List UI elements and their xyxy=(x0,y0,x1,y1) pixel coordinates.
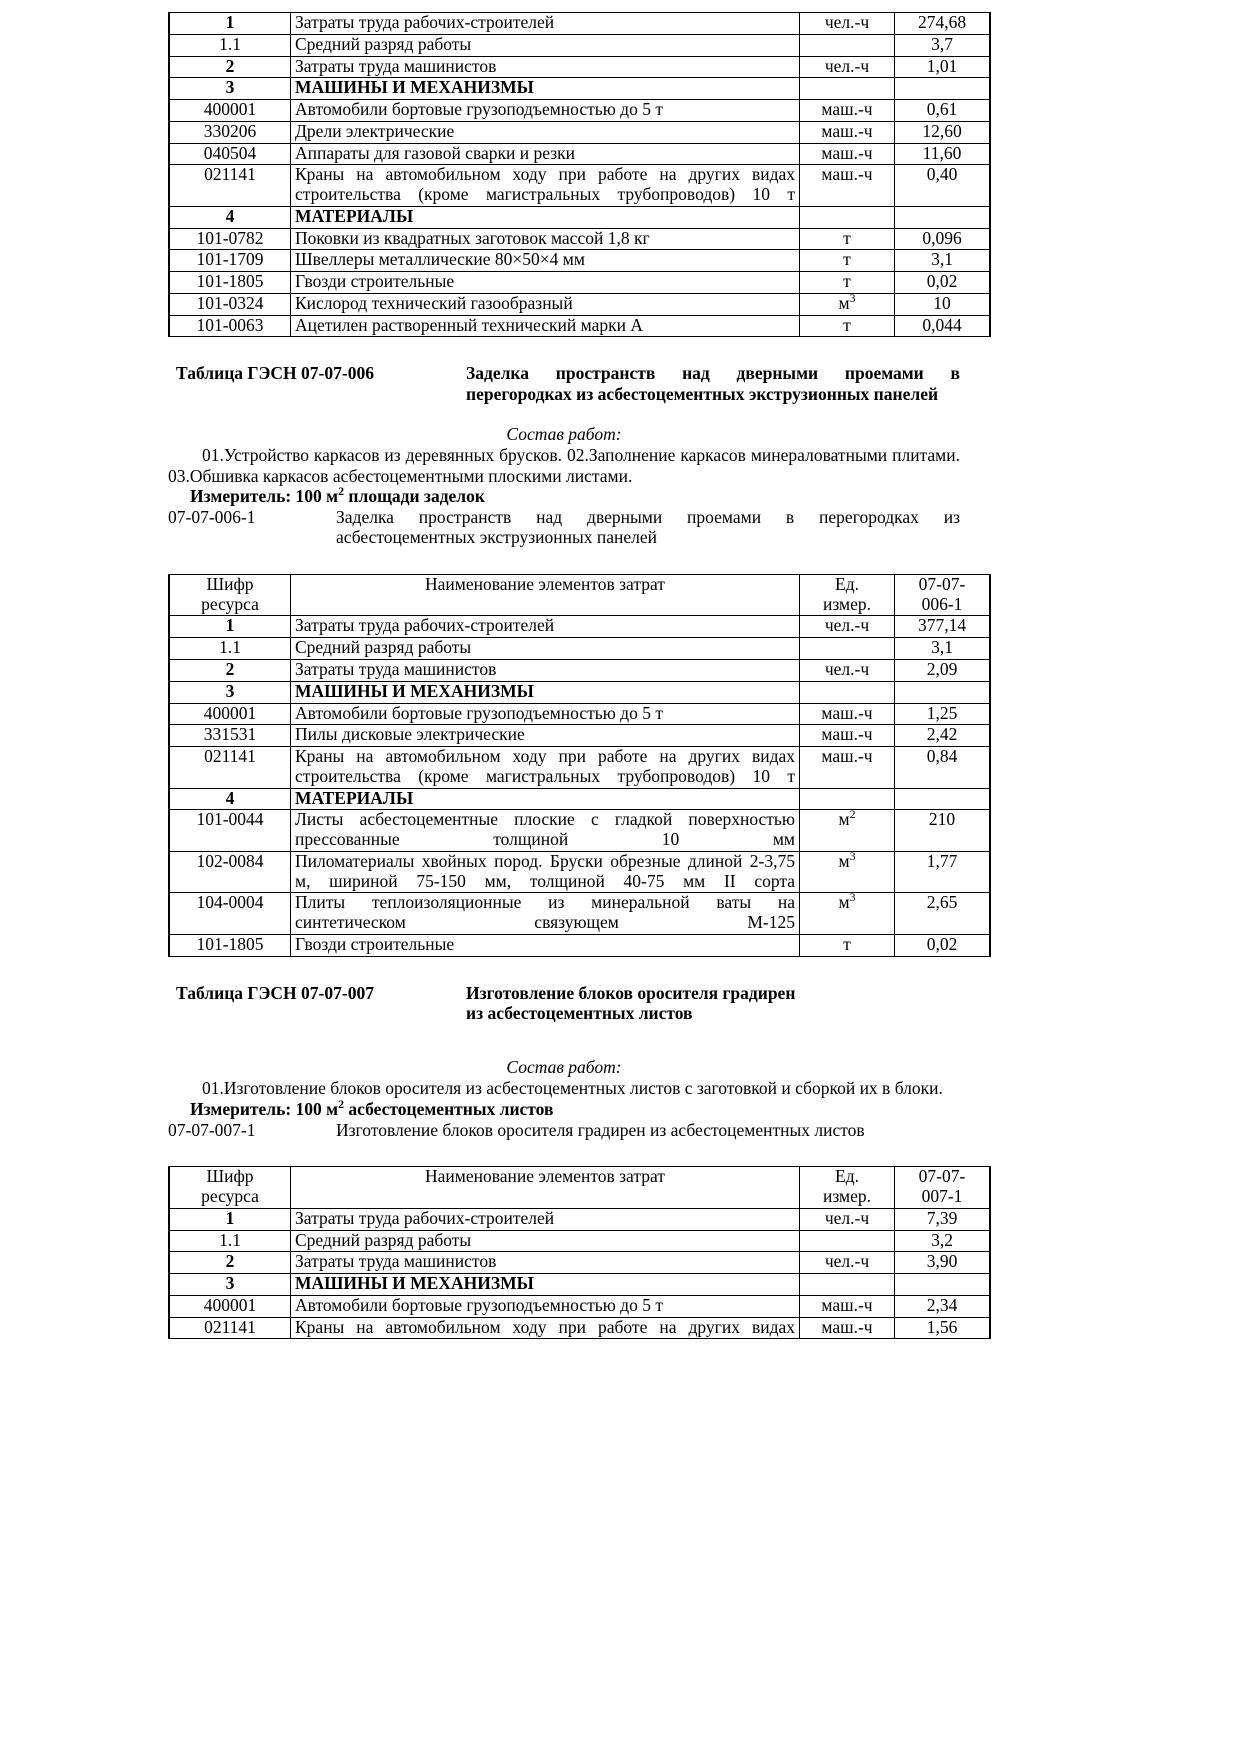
cell-resource-name: Краны на автомобильном ходу при работе на других видах строительства (кроме магистральных трубопроводов) 10 т xyxy=(291,747,800,789)
norm-text-2-line1: Заделка пространств над дверными проемами в перегородках из xyxy=(336,507,960,528)
cell-resource-code: 101-1709 xyxy=(169,250,291,272)
cell-value: 0,02 xyxy=(895,272,991,294)
cell-resource-name: Средний разряд работы xyxy=(291,34,800,56)
cell-resource-code: 4 xyxy=(169,206,291,228)
cell-unit xyxy=(800,206,895,228)
cell-value xyxy=(895,681,991,703)
cell-value: 0,02 xyxy=(895,934,991,956)
cell-resource-code: 1.1 xyxy=(169,638,291,660)
table-row xyxy=(169,616,990,638)
table-row xyxy=(169,78,990,100)
cell-unit xyxy=(800,78,895,100)
cell-resource-name: Поковки из квадратных заготовок массой 1,8 кг xyxy=(291,228,800,250)
header-resource-name: Наименование элементов затрат xyxy=(291,1167,800,1209)
cell-resource-code: 331531 xyxy=(169,725,291,747)
table-row xyxy=(169,810,990,852)
cell-value: 1,01 xyxy=(895,56,991,78)
table-row xyxy=(169,250,990,272)
cell-unit: маш.-ч xyxy=(800,747,895,789)
header-unit: Ед. измер. xyxy=(800,1167,895,1209)
cell-unit xyxy=(800,1274,895,1296)
cell-resource-code: 1 xyxy=(169,1208,291,1230)
cell-resource-name: Затраты труда машинистов xyxy=(291,1252,800,1274)
cell-value: 11,60 xyxy=(895,143,991,165)
izmeritel-superscript-3: 2 xyxy=(338,1096,345,1111)
cell-unit: маш.-ч xyxy=(800,1295,895,1317)
cell-value: 2,65 xyxy=(895,893,991,935)
table-row xyxy=(169,100,990,122)
sostav-rabot-label-2: Состав работ: xyxy=(506,424,622,445)
cell-unit: чел.-ч xyxy=(800,13,895,35)
table-row xyxy=(169,228,990,250)
cell-resource-code: 021141 xyxy=(169,1317,291,1339)
cell-resource-name: Затраты труда рабочих-строителей xyxy=(291,13,800,35)
table-row xyxy=(169,788,990,810)
table-row xyxy=(169,143,990,165)
cell-resource-code: 102-0084 xyxy=(169,851,291,893)
cell-value: 1,56 xyxy=(895,1317,991,1339)
cell-resource-code: 400001 xyxy=(169,703,291,725)
cell-value: 2,42 xyxy=(895,725,991,747)
cell-resource-name: Аппараты для газовой сварки и резки xyxy=(291,143,800,165)
table-row xyxy=(169,1317,990,1339)
cell-resource-code: 2 xyxy=(169,56,291,78)
cell-value: 0,84 xyxy=(895,747,991,789)
cell-value: 7,39 xyxy=(895,1208,991,1230)
table-heading-07-07-006 xyxy=(168,363,960,404)
cell-value: 210 xyxy=(895,810,991,852)
cell-resource-code: 3 xyxy=(169,681,291,703)
cell-unit: т xyxy=(800,250,895,272)
cell-resource-name: Кислород технический газообразный xyxy=(291,293,800,315)
cell-unit: маш.-ч xyxy=(800,143,895,165)
unit-base: м xyxy=(838,809,850,830)
header-norm-code: 07-07- 006-1 xyxy=(895,574,991,616)
cell-value: 0,096 xyxy=(895,228,991,250)
header-norm-code: 07-07- 007-1 xyxy=(895,1167,991,1209)
cell-unit: т xyxy=(800,272,895,294)
table-row xyxy=(169,34,990,56)
cell-resource-code: 3 xyxy=(169,78,291,100)
table-header-row xyxy=(169,574,990,616)
cell-value: 3,90 xyxy=(895,1252,991,1274)
cell-unit: маш.-ч xyxy=(800,703,895,725)
table-row xyxy=(169,1274,990,1296)
unit-base: м xyxy=(838,892,850,913)
table-heading-label: Таблица ГЭСН 07-07-006 xyxy=(176,363,374,384)
cell-value xyxy=(895,78,991,100)
header-resource-code: Шифр ресурса xyxy=(169,574,291,616)
cell-unit: маш.-ч xyxy=(800,1317,895,1339)
unit-base: м xyxy=(838,850,850,871)
cell-resource-name: Краны на автомобильном ходу при работе на других видах xyxy=(291,1317,800,1339)
cell-resource-name: Затраты труда машинистов xyxy=(291,660,800,682)
unit-superscript: 2 xyxy=(849,807,856,822)
cell-resource-code: 1.1 xyxy=(169,34,291,56)
cell-unit xyxy=(800,788,895,810)
header-resource-name: Наименование элементов затрат xyxy=(291,574,800,616)
cell-value: 0,61 xyxy=(895,100,991,122)
cell-value: 3,2 xyxy=(895,1230,991,1252)
cell-resource-code: 101-0063 xyxy=(169,315,291,337)
cell-resource-code: 3 xyxy=(169,1274,291,1296)
cell-resource-name: МАШИНЫ И МЕХАНИЗМЫ xyxy=(291,1274,800,1296)
cell-resource-code: 101-1805 xyxy=(169,272,291,294)
table-header-row xyxy=(169,1167,990,1209)
cell-unit xyxy=(800,293,895,315)
cell-resource-code: 2 xyxy=(169,660,291,682)
table-row xyxy=(169,1252,990,1274)
cell-resource-name: Дрели электрические xyxy=(291,121,800,143)
cell-resource-name: Листы асбестоцементные плоские с гладкой поверхностью прессованные толщиной 10 мм xyxy=(291,810,800,852)
cell-value: 2,09 xyxy=(895,660,991,682)
cell-resource-name: Средний разряд работы xyxy=(291,638,800,660)
table-row xyxy=(169,13,990,35)
table-row xyxy=(169,293,990,315)
cell-resource-code: 1.1 xyxy=(169,1230,291,1252)
table-row xyxy=(169,893,990,935)
table-heading-label-3: Таблица ГЭСН 07-07-007 xyxy=(176,982,374,1003)
cell-unit xyxy=(800,851,895,893)
cell-unit: чел.-ч xyxy=(800,660,895,682)
cell-value: 1,25 xyxy=(895,703,991,725)
norm-text-2-line2: асбестоцементных экструзионных панелей xyxy=(336,527,658,548)
table-heading-title-line1: Заделка пространств над дверными проемами в xyxy=(466,363,960,384)
resource-table-continued xyxy=(168,12,991,337)
resource-table-07-07-007-1 xyxy=(168,1166,991,1339)
table-heading-title-3-line2: из асбестоцементных листов xyxy=(466,1003,693,1024)
norm-code-2: 07-07-006-1 xyxy=(168,507,256,528)
cell-resource-code: 1 xyxy=(169,616,291,638)
izmeritel-3: Измеритель: 100 $м^2$ асбестоцементных листов xyxy=(190,1096,554,1119)
norm-text-3-line1: Изготовление блоков оросителя градирен из асбестоцементных листов xyxy=(336,1119,865,1140)
cell-unit: чел.-ч xyxy=(800,1208,895,1230)
cell-resource-code: 1 xyxy=(169,13,291,35)
cell-value xyxy=(895,1274,991,1296)
cell-value: 274,68 xyxy=(895,13,991,35)
cell-resource-name: Автомобили бортовые грузоподъемностью до 5 т xyxy=(291,100,800,122)
unit-superscript: 3 xyxy=(849,890,856,905)
cell-resource-code: 101-1805 xyxy=(169,934,291,956)
table-row xyxy=(169,315,990,337)
cell-value xyxy=(895,788,991,810)
cell-value: 0,40 xyxy=(895,165,991,207)
cell-resource-name: Автомобили бортовые грузоподъемностью до 5 т xyxy=(291,703,800,725)
cell-value: 2,34 xyxy=(895,1295,991,1317)
table-row xyxy=(169,56,990,78)
cell-resource-code: 2 xyxy=(169,1252,291,1274)
izmeritel-superscript-2: 2 xyxy=(338,484,345,499)
izmeritel-2: Измеритель: 100 $м^2$ площади заделок xyxy=(190,484,485,507)
cell-unit xyxy=(800,34,895,56)
table-row xyxy=(169,660,990,682)
cell-resource-name: Затраты труда машинистов xyxy=(291,56,800,78)
cell-resource-name: Гвозди строительные xyxy=(291,272,800,294)
sostav-rabot-text-3: 01.Изготовление блоков оросителя из асбестоцементных листов с заготовкой и сборкой их в блоки. xyxy=(202,1078,943,1099)
cell-value: 3,1 xyxy=(895,638,991,660)
cell-unit xyxy=(800,681,895,703)
cell-unit: чел.-ч xyxy=(800,56,895,78)
cell-resource-name: Затраты труда рабочих-строителей xyxy=(291,1208,800,1230)
table-row xyxy=(169,165,990,207)
norm-line-07-07-007-1 xyxy=(168,1120,960,1140)
table-row xyxy=(169,1295,990,1317)
cell-unit: маш.-ч xyxy=(800,100,895,122)
table-row xyxy=(169,121,990,143)
cell-resource-code: 400001 xyxy=(169,100,291,122)
table-heading-title-3-line1: Изготовление блоков оросителя градирен xyxy=(466,982,796,1003)
header-unit: Ед. измер. xyxy=(800,574,895,616)
cell-resource-name: Средний разряд работы xyxy=(291,1230,800,1252)
cell-resource-code: 4 xyxy=(169,788,291,810)
cell-resource-name: Пилы дисковые электрические xyxy=(291,725,800,747)
cell-value: 3,1 xyxy=(895,250,991,272)
cell-resource-code: 101-0782 xyxy=(169,228,291,250)
cell-value: 3,7 xyxy=(895,34,991,56)
table-heading-title-line2: перегородках из асбестоцементных экструзионных панелей xyxy=(466,383,939,404)
cell-unit: чел.-ч xyxy=(800,616,895,638)
unit-superscript: 3 xyxy=(849,291,856,306)
table-row xyxy=(169,747,990,789)
cell-resource-name: МАШИНЫ И МЕХАНИЗМЫ xyxy=(291,681,800,703)
cell-resource-code: 104-0004 xyxy=(169,893,291,935)
cell-resource-code: 101-0044 xyxy=(169,810,291,852)
cell-value: 10 xyxy=(895,293,991,315)
sostav-rabot-text-2: 01.Устройство каркасов из деревянных брусков. 02.Заполнение каркасов минераловатными плитами. 03.Обшивка каркасов асбестоцементными плоскими листами. xyxy=(168,445,960,486)
cell-unit: маш.-ч xyxy=(800,121,895,143)
table-row xyxy=(169,206,990,228)
cell-value: 377,14 xyxy=(895,616,991,638)
unit-superscript: 3 xyxy=(849,849,856,864)
table-row xyxy=(169,703,990,725)
sostav-rabot-label-3: Состав работ: xyxy=(506,1057,622,1078)
table-row xyxy=(169,1208,990,1230)
cell-unit xyxy=(800,890,895,935)
cell-resource-name: Краны на автомобильном ходу при работе на других видах строительства (кроме магистральных трубопроводов) 10 т xyxy=(291,165,800,207)
cell-resource-name: Ацетилен растворенный технический марки А xyxy=(291,315,800,337)
cell-resource-code: 021141 xyxy=(169,747,291,789)
table-row xyxy=(169,1230,990,1252)
cell-resource-name: МАШИНЫ И МЕХАНИЗМЫ xyxy=(291,78,800,100)
cell-resource-name: Швеллеры металлические 80×50×4 мм xyxy=(291,250,800,272)
cell-resource-name: Пиломатериалы хвойных пород. Бруски обрезные длиной 2-3,75 м, шириной 75-150 мм, толщиной 40-75 мм II сорта xyxy=(291,851,800,893)
cell-value: 0,044 xyxy=(895,315,991,337)
table-row xyxy=(169,681,990,703)
cell-unit xyxy=(800,638,895,660)
cell-resource-name: Плиты теплоизоляционные из минеральной ваты на синтетическом связующем М-125 xyxy=(291,893,800,935)
table-row xyxy=(169,638,990,660)
resource-table-07-07-006-1 xyxy=(168,574,991,957)
cell-resource-code: 330206 xyxy=(169,121,291,143)
cell-value: 1,77 xyxy=(895,851,991,893)
table-row xyxy=(169,725,990,747)
table-row xyxy=(169,851,990,893)
table-heading-07-07-007 xyxy=(168,983,960,1024)
cell-unit: маш.-ч xyxy=(800,725,895,747)
cell-unit xyxy=(800,1230,895,1252)
cell-resource-name: Затраты труда рабочих-строителей xyxy=(291,616,800,638)
cell-resource-name: МАТЕРИАЛЫ xyxy=(291,788,800,810)
cell-unit: чел.-ч xyxy=(800,1252,895,1274)
cell-resource-code: 101-0324 xyxy=(169,293,291,315)
cell-resource-name: МАТЕРИАЛЫ xyxy=(291,206,800,228)
header-resource-code: Шифр ресурса xyxy=(169,1167,291,1209)
unit-base: м xyxy=(838,292,850,313)
cell-resource-code: 021141 xyxy=(169,165,291,207)
norm-line-07-07-006-1 xyxy=(168,507,960,548)
cell-value: 12,60 xyxy=(895,121,991,143)
cell-resource-name: Гвозди строительные xyxy=(291,934,800,956)
table-row xyxy=(169,934,990,956)
document-page xyxy=(168,0,967,1339)
cell-unit: маш.-ч xyxy=(800,165,895,207)
norm-code-3: 07-07-007-1 xyxy=(168,1119,256,1140)
cell-value xyxy=(895,206,991,228)
cell-unit xyxy=(800,807,895,852)
cell-unit: т xyxy=(800,934,895,956)
cell-resource-code: 040504 xyxy=(169,143,291,165)
cell-unit: т xyxy=(800,315,895,337)
cell-unit: т xyxy=(800,228,895,250)
cell-resource-code: 400001 xyxy=(169,1295,291,1317)
cell-resource-name: Автомобили бортовые грузоподъемностью до 5 т xyxy=(291,1295,800,1317)
table-row xyxy=(169,272,990,294)
